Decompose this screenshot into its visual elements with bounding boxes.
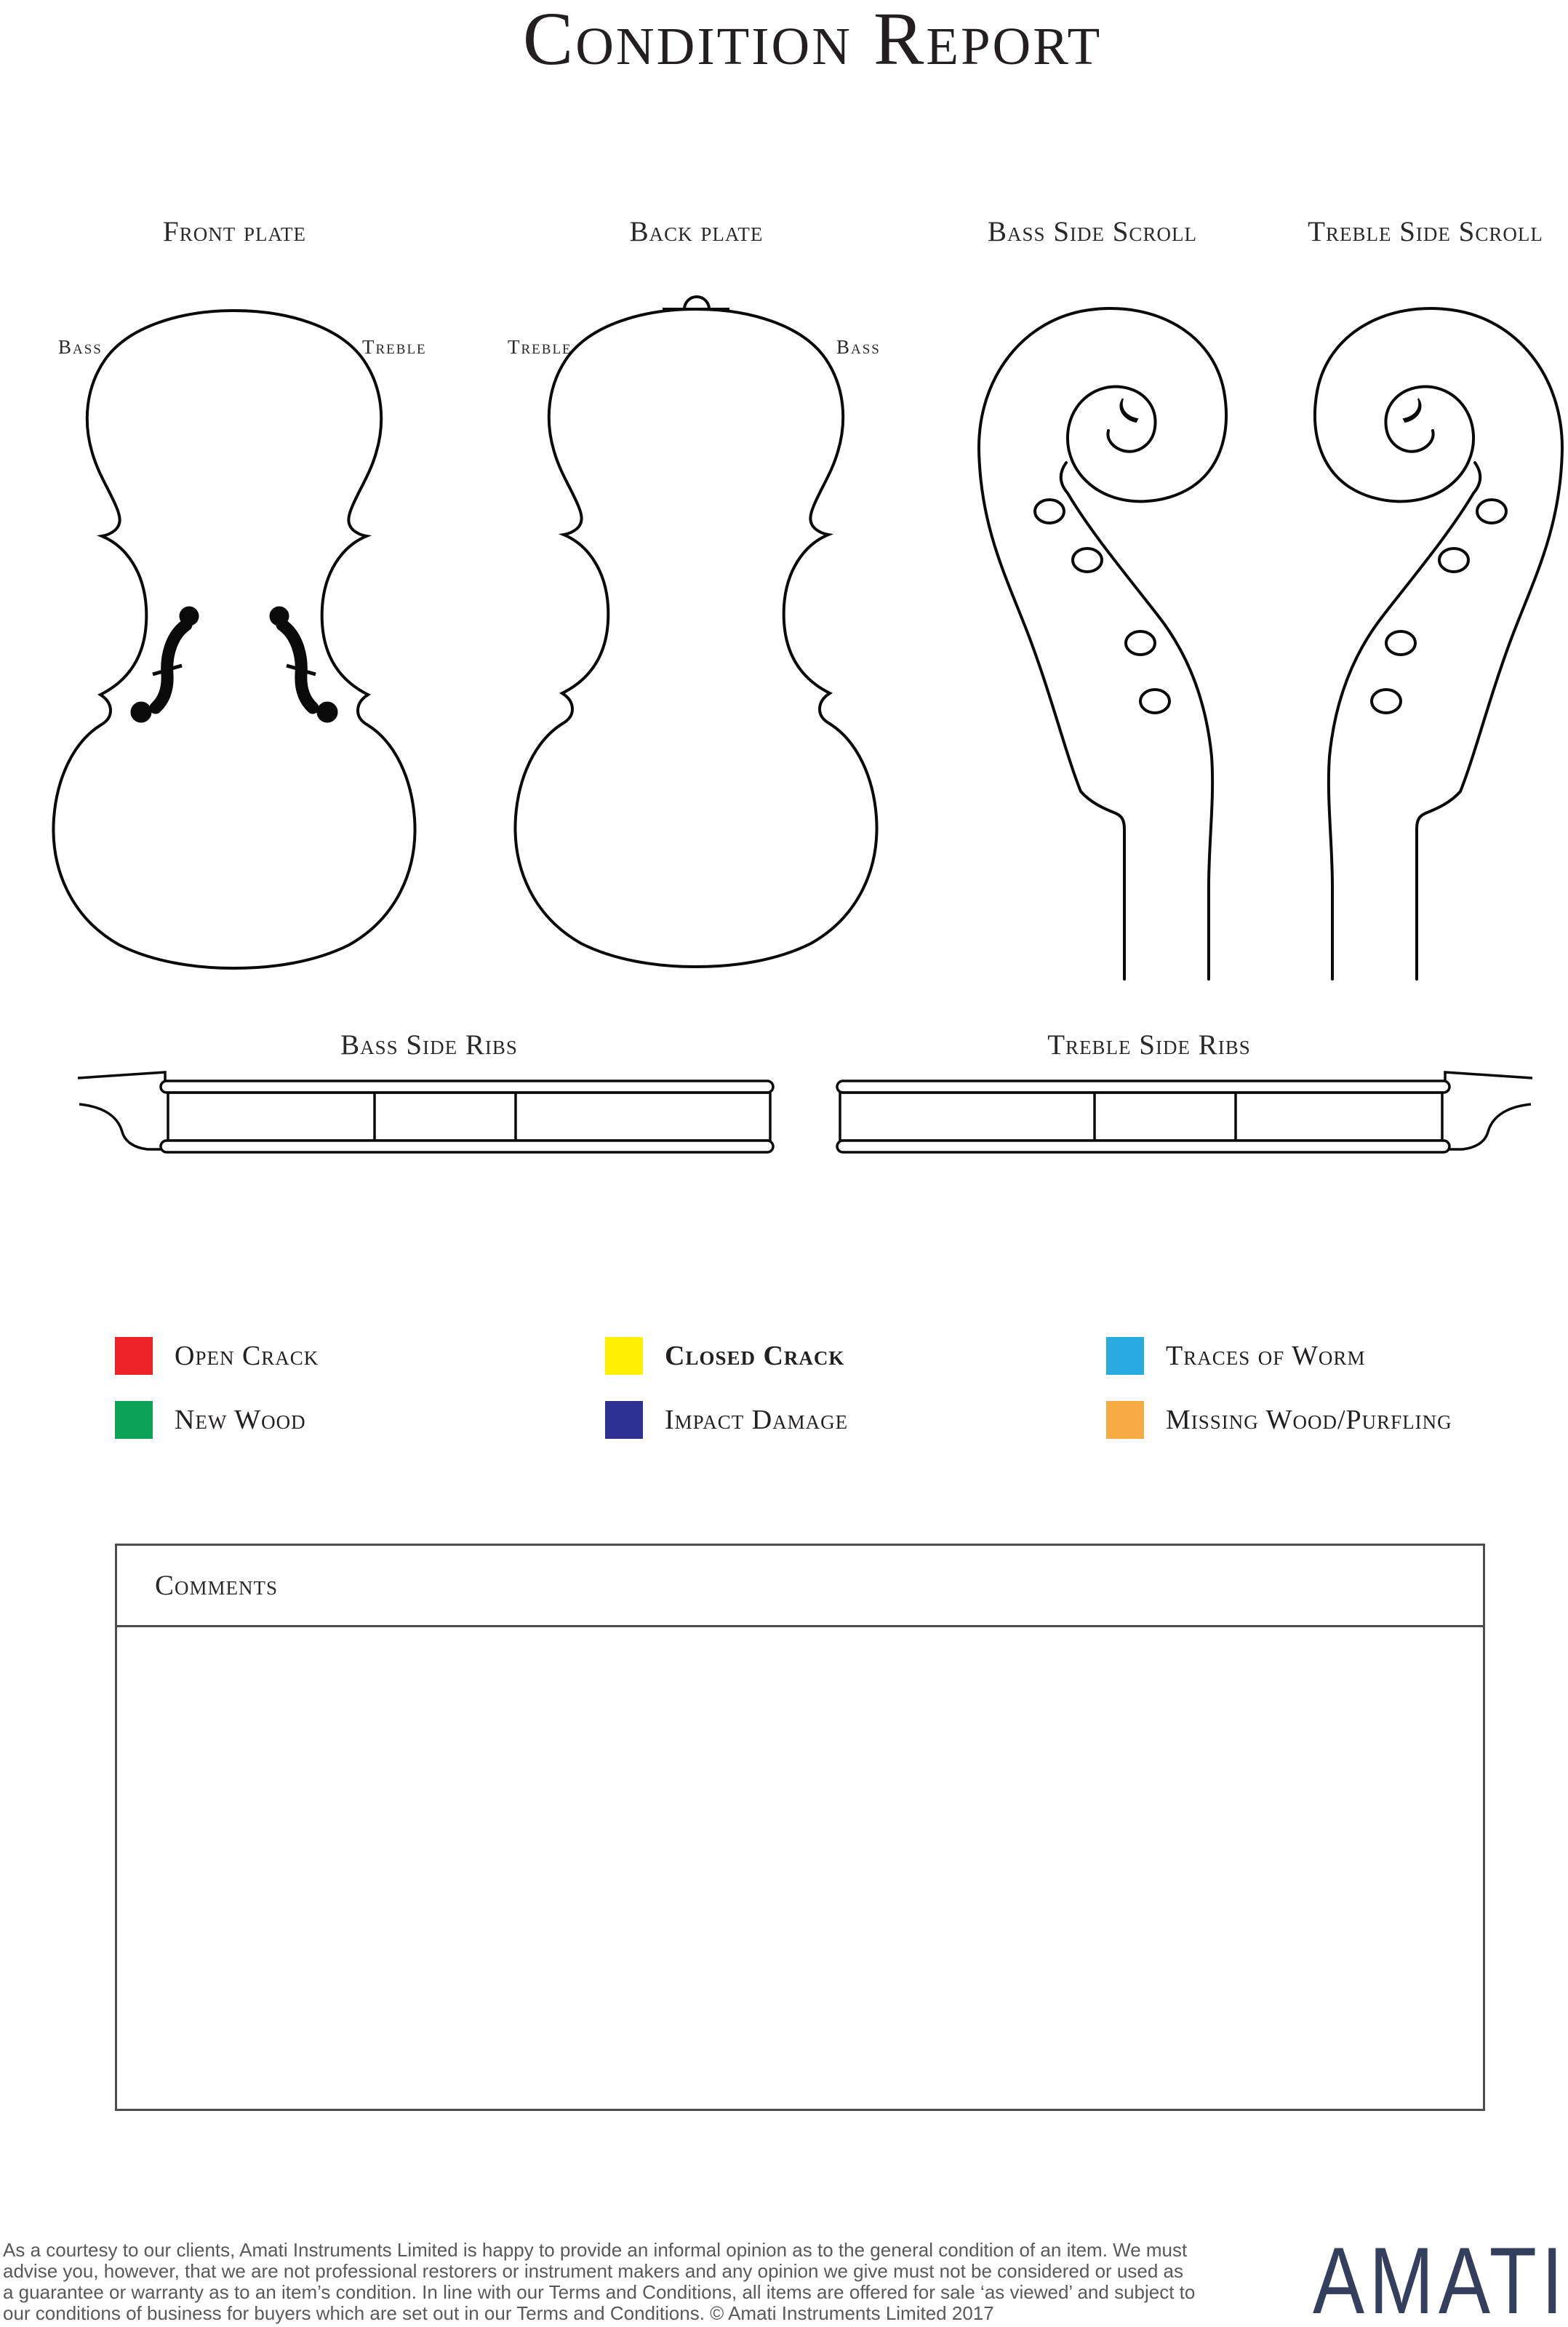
- front-plate-bass-label: Bass: [58, 336, 103, 358]
- legend-item-closed-crack: [605, 1337, 1106, 1375]
- legend-item-traces-of-worm: [1106, 1337, 1557, 1375]
- back-plate-treble-label: Treble: [508, 336, 572, 358]
- back-plate-bass-label: Bass: [836, 336, 881, 358]
- treble-scroll-label: Treble Side Scroll: [1308, 216, 1543, 247]
- legend-item-open-crack: [115, 1337, 605, 1375]
- front-plate-diagram: [44, 302, 425, 971]
- footer-disclaimer: [3, 2240, 1195, 2324]
- comments-input-area[interactable]: [117, 1627, 1483, 2109]
- legend-item-missing-wood: [1106, 1401, 1557, 1439]
- bass-scroll-label: Bass Side Scroll: [988, 216, 1197, 247]
- disclaimer-line: a guarantee or warranty as to an item’s condition. In line with our Terms and Conditions, all items are offered for sale ‘as viewed’ and subject to: [3, 2281, 1196, 2303]
- impact-damage-swatch: [605, 1401, 643, 1439]
- damage-legend: [115, 1337, 1557, 1439]
- treble-ribs-diagram: [836, 1066, 1534, 1157]
- traces-of-worm-label: Traces of Worm: [1166, 1341, 1366, 1371]
- treble-ribs-label: Treble Side Ribs: [1047, 1029, 1251, 1061]
- front-plate-label: Front plate: [163, 216, 306, 247]
- comments-title: Comments: [155, 1570, 279, 1601]
- comments-box: [115, 1544, 1485, 2111]
- closed-crack-swatch: [605, 1337, 643, 1375]
- comments-header: [117, 1546, 1483, 1627]
- bass-scroll-diagram: [973, 290, 1267, 981]
- disclaimer-line: advise you, however, that we are not professional restorers or instrument makers and any opinion we give must not be considered or used as: [3, 2260, 1183, 2282]
- front-plate-treble-label: Treble: [362, 336, 427, 358]
- missing-wood-label: Missing Wood/Purfling: [1166, 1405, 1452, 1435]
- bass-ribs-label: Bass Side Ribs: [340, 1029, 518, 1061]
- legend-item-new-wood: [115, 1401, 605, 1439]
- open-crack-label: Open Crack: [175, 1341, 319, 1371]
- missing-wood-swatch: [1106, 1401, 1144, 1439]
- page-title: Condition Report: [522, 0, 1103, 81]
- closed-crack-label: Closed Crack: [665, 1341, 845, 1371]
- new-wood-label: New Wood: [175, 1405, 306, 1435]
- impact-damage-label: Impact Damage: [665, 1405, 849, 1435]
- treble-scroll-diagram: [1274, 290, 1568, 981]
- legend-item-impact-damage: [605, 1401, 1106, 1439]
- disclaimer-line: our conditions of business for buyers which are set out in our Terms and Conditions. © Amati Instruments Limited 2017: [3, 2302, 994, 2324]
- back-plate-label: Back plate: [629, 216, 764, 247]
- back-plate-button: [663, 297, 729, 309]
- new-wood-swatch: [115, 1401, 153, 1439]
- traces-of-worm-swatch: [1106, 1337, 1144, 1375]
- open-crack-swatch: [115, 1337, 153, 1375]
- bass-ribs-diagram: [76, 1066, 775, 1157]
- amati-logo: AMATI: [1313, 2227, 1568, 2327]
- back-plate-diagram: [505, 287, 887, 971]
- disclaimer-line: As a courtesy to our clients, Amati Instruments Limited is happy to provide an informal opinion as to the general condition of an item. We must: [3, 2239, 1188, 2261]
